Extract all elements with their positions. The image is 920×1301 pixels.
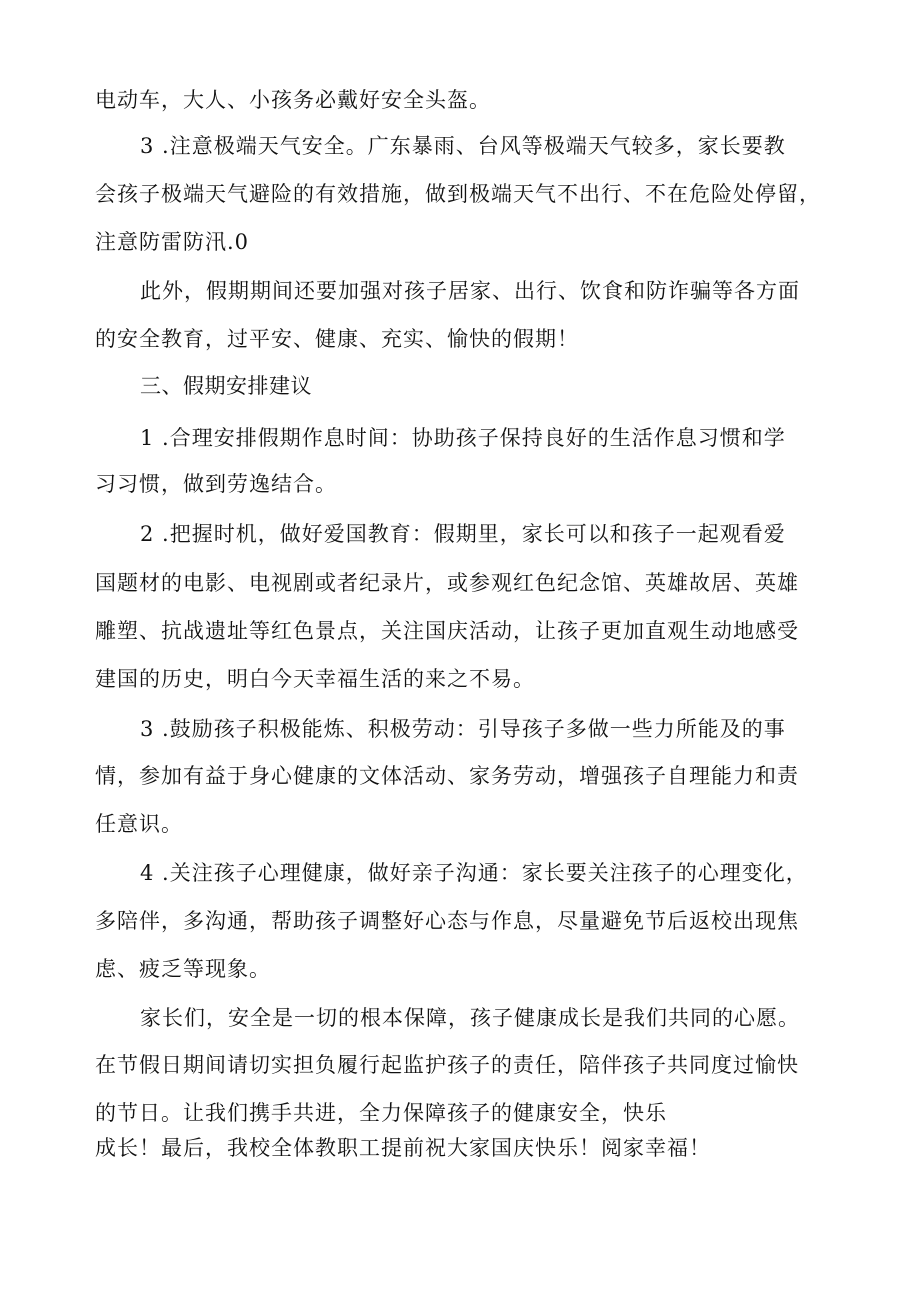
section-heading: 三、假期安排建议 [140, 374, 312, 398]
list-item-line: 4 .关注孩子心理健康，做好亲子沟通：家长要关注孩子的心理变化， [140, 861, 808, 885]
paragraph-line: 在节假日期间请切实担负履行起监护孩子的责任，陪伴孩子共同度过愉快 [95, 1053, 799, 1077]
paragraph-line: 情，参加有益于身心健康的文体活动、家务劳动，增强孩子自理能力和责 [95, 764, 799, 788]
list-item-line: 1 .合理安排假期作息时间：协助孩子保持良好的生活作息习惯和学 [140, 426, 786, 450]
paragraph-line: 习习惯，做到劳逸结合。 [95, 472, 337, 496]
list-item-line: 2 .把握时机，做好爱国教育：假期里，家长可以和孩子一起观看爱 [140, 522, 786, 546]
list-item-line: 3 .注意极端天气安全。广东暴雨、台风等极端天气较多，家长要教 [140, 134, 786, 158]
paragraph-line: 的安全教育，过平安、健康、充实、愉快的假期！ [95, 327, 579, 351]
paragraph-line: 此外，假期期间还要加强对孩子居家、出行、饮食和防诈骗等各方面 [140, 279, 800, 303]
paragraph-line: 建国的历史，明白今天幸福生活的来之不易。 [95, 667, 535, 691]
paragraph-line: 雕塑、抗战遗址等红色景点，关注国庆活动，让孩子更加直观生动地感受 [95, 619, 799, 643]
paragraph-line: 的节日。让我们携手共进，全力保障孩子的健康安全，快乐 [95, 1101, 667, 1125]
paragraph-line: 虑、疲乏等现象。 [95, 957, 271, 981]
paragraph-line: 任意识。 [95, 812, 183, 836]
paragraph-line: 国题材的电影、电视剧或者纪录片，或参观红色纪念馆、英雄故居、英雄 [95, 571, 799, 595]
paragraph-line: 会孩子极端天气避险的有效措施，做到极端天气不出行、不在危险处停留， [95, 182, 821, 206]
list-item-line: 3 .鼓励孩子积极能炼、积极劳动：引导孩子多做一些力所能及的事 [140, 717, 786, 741]
paragraph-line: 多陪伴，多沟通，帮助孩子调整好心态与作息，尽量避免节后返校出现焦 [95, 909, 799, 933]
paragraph-line: 成长！最后，我校全体教职工提前祝大家国庆快乐！阅家幸福！ [95, 1136, 711, 1160]
paragraph-line: 注意防雷防汛.0 [95, 230, 250, 254]
paragraph-line: 电动车，大人、小孩务必戴好安全头盔。 [95, 88, 491, 112]
paragraph-line: 家长们，安全是一切的根本保障，孩子健康成长是我们共同的心愿。 [140, 1006, 800, 1030]
